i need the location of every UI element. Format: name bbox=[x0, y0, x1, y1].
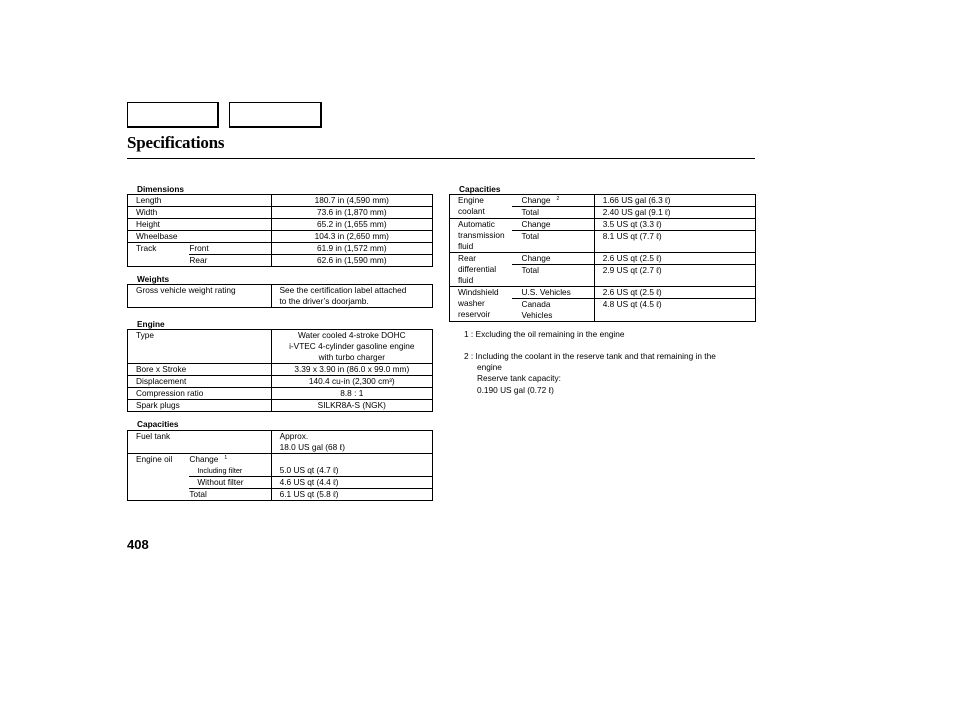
oil-change-label: Change bbox=[189, 454, 219, 464]
track-front-value: 61.9 in (1,572 mm) bbox=[271, 243, 432, 255]
engine-type-label: Type bbox=[136, 330, 154, 340]
oil-including-label: Including filter bbox=[197, 466, 243, 475]
fuel-line2: 18.0 US gal (68 ℓ) bbox=[279, 442, 346, 452]
engine-value: 3.39 x 3.90 in (86.0 x 99.0 mm) bbox=[271, 364, 432, 376]
oil-total-label: Total bbox=[189, 489, 271, 501]
footnote-2-line4: 0.190 US gal (0.72 ℓ) bbox=[477, 384, 554, 395]
track-front-label: Front bbox=[189, 243, 271, 255]
rd-change-label: Change bbox=[512, 253, 594, 265]
oil-without-label: Without filter bbox=[189, 477, 271, 489]
footnote-2-marker: 2 bbox=[556, 196, 560, 202]
dim-label: Width bbox=[128, 207, 272, 219]
engine-label: Spark plugs bbox=[128, 400, 272, 412]
capacities-left-table bbox=[127, 430, 433, 501]
weights-label: Gross vehicle weight rating bbox=[136, 285, 236, 295]
footnote-2-line2: engine bbox=[477, 362, 502, 373]
track-rear-label: Rear bbox=[189, 255, 271, 267]
at-change-label: Change bbox=[512, 219, 594, 231]
dim-value: 104.3 in (2,650 mm) bbox=[271, 231, 432, 243]
table-row bbox=[128, 207, 433, 219]
ww-us-label: U.S. Vehicles bbox=[512, 287, 594, 299]
dim-label: Height bbox=[128, 219, 272, 231]
engine-value: SILKR8A-S (NGK) bbox=[271, 400, 432, 412]
track-rear-value: 62.6 in (1,590 mm) bbox=[271, 255, 432, 267]
table-row bbox=[128, 243, 433, 255]
footnote-2-line1: 2 : Including the coolant in the reserve tank and that remaining in the bbox=[464, 351, 716, 361]
table-row bbox=[128, 219, 433, 231]
ww-canada-line1: Canada bbox=[521, 299, 551, 309]
table-row bbox=[128, 330, 433, 364]
footnote-2 bbox=[464, 351, 716, 396]
ww-label-line3: reservoir bbox=[458, 309, 491, 319]
table-row bbox=[450, 287, 756, 299]
table-row bbox=[450, 253, 756, 265]
engine-heading: Engine bbox=[137, 319, 165, 329]
fuel-label: Fuel tank bbox=[136, 431, 171, 441]
nav-tab-box-2[interactable] bbox=[229, 102, 322, 128]
dimensions-heading: Dimensions bbox=[137, 184, 185, 194]
engine-type-line2: i-VTEC 4-cylinder gasoline engine bbox=[289, 341, 415, 351]
page-number: 408 bbox=[127, 537, 149, 552]
ww-label-line2: washer bbox=[458, 298, 485, 308]
rd-total-label: Total bbox=[512, 265, 594, 287]
page-title: Specifications bbox=[127, 133, 225, 152]
table-row bbox=[128, 376, 433, 388]
table-row bbox=[128, 195, 433, 207]
table-row bbox=[450, 195, 756, 207]
capacities-left-heading: Capacities bbox=[137, 419, 179, 429]
engine-type-line3: with turbo charger bbox=[318, 352, 385, 362]
ww-canada-value: 4.8 US qt (4.5 ℓ) bbox=[594, 299, 755, 322]
coolant-change-value: 1.66 US gal (6.3 ℓ) bbox=[594, 195, 755, 207]
footnote-1: 1 : Excluding the oil remaining in the engine bbox=[464, 329, 625, 339]
capacities-right-table bbox=[449, 194, 756, 322]
footnote-2-line3: Reserve tank capacity: bbox=[477, 373, 561, 384]
engine-label: Compression ratio bbox=[128, 388, 272, 400]
coolant-change-label: Change bbox=[521, 195, 551, 205]
weights-heading: Weights bbox=[137, 274, 170, 284]
oil-including-value: 5.0 US qt (4.7 ℓ) bbox=[271, 465, 432, 477]
engine-value: 8.8 : 1 bbox=[271, 388, 432, 400]
table-row bbox=[450, 219, 756, 231]
engine-value: 140.4 cu-in (2,300 cm³) bbox=[271, 376, 432, 388]
at-label-line1: Automatic bbox=[458, 219, 495, 229]
at-label-line3: fluid bbox=[458, 241, 474, 251]
footnote-1-marker: 1 bbox=[224, 455, 228, 461]
weights-value-line1: See the certification label attached bbox=[279, 285, 407, 295]
ww-us-value: 2.6 US qt (2.5 ℓ) bbox=[594, 287, 755, 299]
engine-label: Displacement bbox=[128, 376, 272, 388]
dim-value: 180.7 in (4,590 mm) bbox=[271, 195, 432, 207]
coolant-total-value: 2.40 US gal (9.1 ℓ) bbox=[594, 207, 755, 219]
dim-value: 65.2 in (1,655 mm) bbox=[271, 219, 432, 231]
at-change-value: 3.5 US qt (3.3 ℓ) bbox=[594, 219, 755, 231]
dim-label: Length bbox=[136, 195, 162, 205]
at-total-label: Total bbox=[512, 231, 594, 253]
at-total-value: 8.1 US qt (7.7 ℓ) bbox=[594, 231, 755, 253]
engine-label: Bore x Stroke bbox=[128, 364, 272, 376]
table-row bbox=[128, 285, 433, 308]
capacities-right-heading: Capacities bbox=[459, 184, 501, 194]
rd-label-line3: fluid bbox=[458, 275, 474, 285]
fuel-line1: Approx. bbox=[279, 431, 309, 441]
rd-change-value: 2.6 US qt (2.5 ℓ) bbox=[594, 253, 755, 265]
table-row bbox=[128, 388, 433, 400]
title-divider bbox=[127, 158, 755, 159]
rd-label-line1: Rear bbox=[458, 253, 476, 263]
rd-total-value: 2.9 US qt (2.7 ℓ) bbox=[594, 265, 755, 287]
oil-label: Engine oil bbox=[128, 454, 190, 501]
table-row bbox=[128, 364, 433, 376]
at-label-line2: transmission bbox=[458, 230, 505, 240]
table-row bbox=[128, 400, 433, 412]
coolant-total-label: Total bbox=[512, 207, 594, 219]
dim-value: 73.6 in (1,870 mm) bbox=[271, 207, 432, 219]
coolant-label-line2: coolant bbox=[458, 206, 485, 216]
rd-label-line2: differential bbox=[458, 264, 497, 274]
table-row bbox=[128, 454, 433, 466]
dimensions-table bbox=[127, 194, 433, 267]
ww-canada-line2: Vehicles bbox=[521, 310, 553, 320]
table-row bbox=[128, 431, 433, 454]
track-label: Track bbox=[128, 243, 190, 267]
nav-tab-box-1[interactable] bbox=[127, 102, 219, 128]
coolant-label-line1: Engine bbox=[458, 195, 484, 205]
weights-value-line2: to the driver’s doorjamb. bbox=[279, 296, 369, 306]
table-row bbox=[128, 231, 433, 243]
engine-type-line1: Water cooled 4-stroke DOHC bbox=[298, 330, 406, 340]
engine-table bbox=[127, 329, 433, 412]
weights-table bbox=[127, 284, 433, 308]
oil-without-value: 4.6 US qt (4.4 ℓ) bbox=[271, 477, 432, 489]
dim-label: Wheelbase bbox=[128, 231, 272, 243]
oil-total-value: 6.1 US qt (5.8 ℓ) bbox=[271, 489, 432, 501]
ww-label-line1: Windshield bbox=[458, 287, 499, 297]
